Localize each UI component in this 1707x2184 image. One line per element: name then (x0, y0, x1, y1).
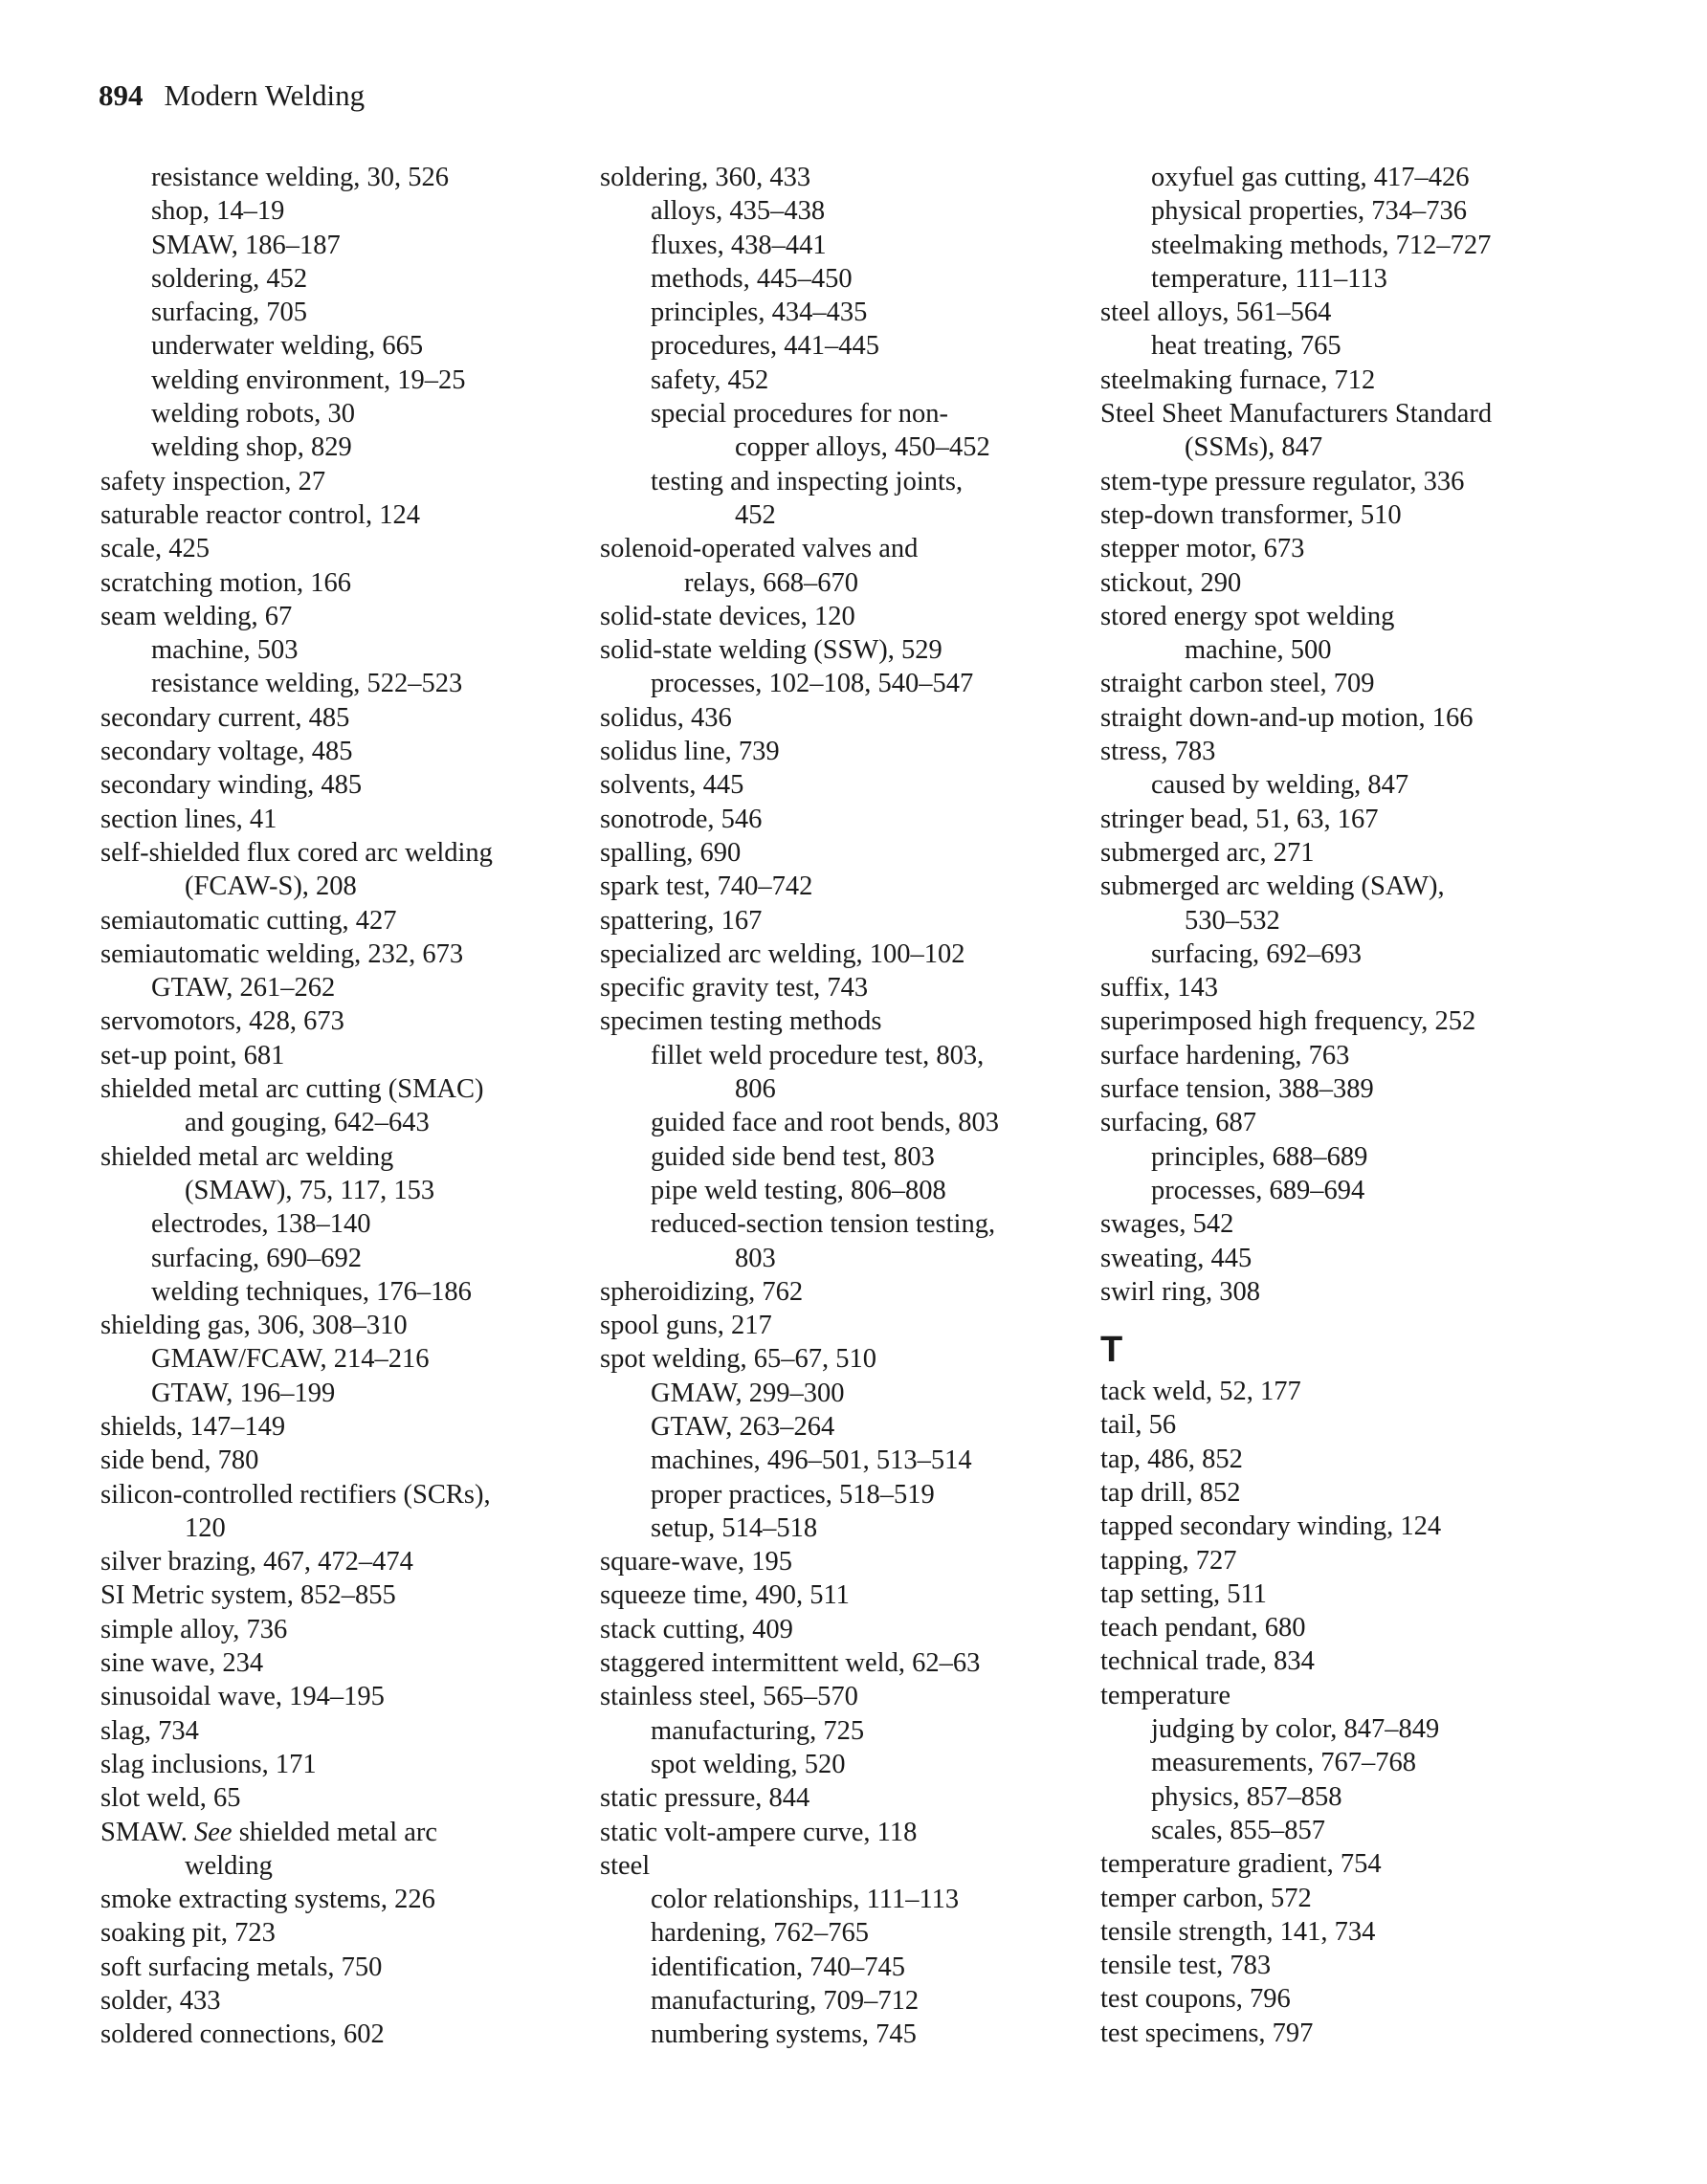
index-entry: soaking pit, 723 (100, 1918, 276, 1949)
index-subentry: pipe weld testing, 806–808 (651, 1175, 946, 1205)
index-entry: side bend, 780 (100, 1445, 259, 1476)
index-subentry: welding shop, 829 (151, 432, 352, 463)
index-entry: solid-state welding (SSW), 529 (600, 635, 942, 666)
index-entry: tensile strength, 141, 734 (1100, 1916, 1376, 1947)
index-entry: shields, 147–149 (100, 1411, 286, 1442)
index-entry: seam welding, 67 (100, 601, 293, 631)
index-subentry: alloys, 435–438 (651, 196, 826, 227)
index-subentry: manufacturing, 725 (651, 1715, 865, 1746)
index-entry: steelmaking furnace, 712 (1100, 364, 1376, 395)
index-entry: spheroidizing, 762 (600, 1276, 804, 1307)
index-entry: swirl ring, 308 (1100, 1276, 1261, 1307)
index-entry: temper carbon, 572 (1100, 1883, 1312, 1913)
index-subentry: caused by welding, 847 (1151, 770, 1409, 801)
index-entry: scale, 425 (100, 534, 210, 564)
index-entry: steel alloys, 561–564 (1100, 298, 1332, 328)
index-entry: superimposed high frequency, 252 (1100, 1006, 1476, 1037)
index-subentry: (SSMs), 847 (1185, 432, 1323, 463)
index-subentry: identification, 740–745 (651, 1952, 905, 1982)
index-subentry: reduced-section tension testing, (651, 1209, 996, 1240)
index-subentry: heat treating, 765 (1151, 331, 1341, 362)
index-entry: sweating, 445 (1100, 1243, 1253, 1273)
index-subentry: resistance welding, 522–523 (151, 669, 463, 699)
index-subentry: GTAW, 261–262 (151, 973, 336, 1004)
index-subentry: special procedures for non- (651, 399, 948, 430)
index-column-2 (600, 161, 1093, 2052)
section-letter: T (1100, 1330, 1123, 1371)
index-entry: surfacing, 687 (1100, 1108, 1257, 1138)
index-subentry: fillet weld procedure test, 803, (651, 1040, 985, 1070)
index-subentry: testing and inspecting joints, (651, 466, 964, 496)
index-entry: shielded metal arc cutting (SMAC) (100, 1074, 484, 1105)
index-entry: sine wave, 234 (100, 1648, 264, 1679)
index-entry: spool guns, 217 (600, 1311, 772, 1341)
index-subentry: (SMAW), 75, 117, 153 (185, 1175, 435, 1205)
index-entry: solvents, 445 (600, 770, 744, 801)
index-subentry: processes, 689–694 (1151, 1175, 1365, 1205)
index-entry: tapped secondary winding, 124 (1100, 1511, 1442, 1542)
index-entry: set-up point, 681 (100, 1040, 285, 1070)
index-entry: slag, 734 (100, 1715, 199, 1746)
index-entry: SI Metric system, 852–855 (100, 1580, 396, 1611)
index-subentry: oxyfuel gas cutting, 417–426 (1151, 163, 1470, 192)
index-subentry: manufacturing, 709–712 (651, 1986, 920, 2017)
index-subentry: physics, 857–858 (1151, 1781, 1342, 1812)
index-entry: temperature gradient, 754 (1100, 1849, 1382, 1880)
index-entry: Steel Sheet Manufacturers Standard (1100, 399, 1493, 430)
see-reference-label: See (194, 1817, 233, 1847)
index-entry: steel (600, 1850, 651, 1881)
index-entry: soft surfacing metals, 750 (100, 1952, 383, 1982)
index-entry: stainless steel, 565–570 (600, 1682, 858, 1712)
index-subentry: welding techniques, 176–186 (151, 1276, 472, 1307)
index-entry: stepper motor, 673 (1100, 534, 1305, 564)
index-entry: spot welding, 65–67, 510 (600, 1344, 876, 1375)
index-entry: servomotors, 428, 673 (100, 1006, 344, 1037)
index-entry: square-wave, 195 (600, 1547, 793, 1577)
index-subentry: resistance welding, 30, 526 (151, 163, 450, 192)
index-entry: secondary winding, 485 (100, 770, 363, 801)
index-entry: silver brazing, 467, 472–474 (100, 1547, 413, 1577)
index-entry: silicon-controlled rectifiers (SCRs), (100, 1479, 491, 1510)
index-entry: solid-state devices, 120 (600, 601, 855, 631)
index-entry: solenoid-operated valves and (600, 534, 919, 564)
index-subentry: surfacing, 705 (151, 298, 308, 328)
index-subentry: GTAW, 196–199 (151, 1378, 336, 1408)
index-entry: slag inclusions, 171 (100, 1749, 317, 1779)
index-subentry: hardening, 762–765 (651, 1918, 869, 1949)
index-entry: shielding gas, 306, 308–310 (100, 1311, 408, 1341)
index-entry: swages, 542 (1100, 1209, 1234, 1240)
index-subentry: guided side bend test, 803 (651, 1141, 935, 1172)
index-entry: surface hardening, 763 (1100, 1040, 1350, 1070)
index-entry: section lines, 41 (100, 804, 277, 834)
index-entry: suffix, 143 (1100, 973, 1218, 1004)
index-entry: teach pendant, 680 (1100, 1613, 1306, 1644)
index-subentry: machine, 500 (1185, 635, 1332, 666)
index-entry: solidus, 436 (600, 702, 732, 733)
index-entry: stem-type pressure regulator, 336 (1100, 466, 1465, 496)
index-entry: tapping, 727 (1100, 1545, 1237, 1576)
index-entry: staggered intermittent weld, 62–63 (600, 1648, 981, 1679)
index-subentry: principles, 688–689 (1151, 1141, 1368, 1172)
index-subentry: soldering, 452 (151, 263, 308, 294)
index-entry: semiautomatic welding, 232, 673 (100, 938, 464, 969)
index-entry: sinusoidal wave, 194–195 (100, 1682, 385, 1712)
index-entry: saturable reactor control, 124 (100, 499, 420, 530)
index-entry: specimen testing methods (600, 1006, 882, 1037)
index-subentry: machine, 503 (151, 635, 299, 666)
index-entry: secondary voltage, 485 (100, 737, 353, 767)
index-entry: submerged arc welding (SAW), (1100, 871, 1445, 902)
index-entry: stored energy spot welding (1100, 601, 1395, 631)
index-subentry: GMAW, 299–300 (651, 1378, 845, 1408)
index-subentry: color relationships, 111–113 (651, 1885, 960, 1915)
index-entry: self-shielded flux cored arc welding (100, 837, 493, 868)
index-subentry: principles, 434–435 (651, 298, 868, 328)
index-entry: tack weld, 52, 177 (1100, 1377, 1301, 1407)
index-entry: simple alloy, 736 (100, 1614, 288, 1644)
index-entry: squeeze time, 490, 511 (600, 1580, 850, 1611)
running-title: Modern Welding (164, 78, 366, 112)
index-subentry: welding robots, 30 (151, 399, 355, 430)
index-subentry: methods, 445–450 (651, 263, 853, 294)
index-subentry: surfacing, 692–693 (1151, 938, 1363, 969)
index-subentry: spot welding, 520 (651, 1749, 846, 1779)
index-entry: soldering, 360, 433 (600, 163, 811, 192)
index-subentry: GMAW/FCAW, 214–216 (151, 1344, 430, 1375)
index-entry: specialized arc welding, 100–102 (600, 938, 965, 969)
index-entry: stress, 783 (1100, 737, 1216, 767)
index-subentry: shop, 14–19 (151, 196, 285, 227)
index-entry: surface tension, 388–389 (1100, 1074, 1374, 1105)
index-entry: shielded metal arc welding (100, 1141, 394, 1172)
index-subentry: procedures, 441–445 (651, 331, 880, 362)
entry-term: SMAW. (100, 1817, 195, 1847)
index-entry: soldered connections, 602 (100, 2019, 385, 2050)
index-subentry: proper practices, 518–519 (651, 1479, 935, 1510)
index-entry: test coupons, 796 (1100, 1984, 1291, 2015)
index-entry: straight down-and-up motion, 166 (1100, 702, 1474, 733)
index-entry: semiautomatic cutting, 427 (100, 905, 397, 936)
index-subentry: machines, 496–501, 513–514 (651, 1445, 972, 1476)
index-subentry: underwater welding, 665 (151, 331, 424, 362)
index-subentry: 452 (735, 499, 776, 530)
index-entry (100, 1816, 593, 1849)
index-subentry: judging by color, 847–849 (1151, 1714, 1440, 1745)
index-column-3 (1100, 161, 1636, 2050)
index-entry: test specimens, 797 (1100, 2018, 1314, 2048)
index-entry: static volt-ampere curve, 118 (600, 1817, 918, 1847)
index-entry: safety inspection, 27 (100, 466, 326, 496)
index-subentry: guided face and root bends, 803 (651, 1108, 1000, 1138)
index-entry: stack cutting, 409 (600, 1614, 793, 1644)
index-entry: stickout, 290 (1100, 567, 1242, 598)
index-subentry: (FCAW-S), 208 (185, 871, 357, 902)
index-entry: static pressure, 844 (600, 1783, 810, 1814)
index-subentry: welding (185, 1850, 273, 1881)
index-entry: tap, 486, 852 (1100, 1444, 1243, 1474)
index-entry: tap drill, 852 (1100, 1477, 1241, 1508)
index-entry: technical trade, 834 (1100, 1646, 1315, 1677)
index-subentry: 120 (185, 1512, 226, 1543)
index-column-1 (100, 161, 593, 2052)
index-entry: secondary current, 485 (100, 702, 350, 733)
index-subentry: surfacing, 690–692 (151, 1243, 363, 1273)
index-entry: slot weld, 65 (100, 1783, 241, 1814)
index-entry: solder, 433 (100, 1986, 221, 2017)
index-entry: temperature (1100, 1680, 1231, 1710)
index-subentry: GTAW, 263–264 (651, 1411, 835, 1442)
index-entry: stringer bead, 51, 63, 167 (1100, 804, 1379, 834)
index-entry: sonotrode, 546 (600, 804, 763, 834)
index-entry: step-down transformer, 510 (1100, 499, 1402, 530)
index-subentry: and gouging, 642–643 (185, 1108, 430, 1138)
page-header (99, 78, 365, 113)
index-entry: tail, 56 (1100, 1410, 1177, 1441)
index-subentry: steelmaking methods, 712–727 (1151, 230, 1492, 260)
index-subentry: safety, 452 (651, 364, 769, 395)
index-subentry: 803 (735, 1243, 776, 1273)
index-subentry: SMAW, 186–187 (151, 230, 341, 260)
index-subentry: welding environment, 19–25 (151, 364, 466, 395)
index-entry: submerged arc, 271 (1100, 837, 1315, 868)
index-subentry: relays, 668–670 (684, 567, 859, 598)
index-subentry: scales, 855–857 (1151, 1815, 1326, 1845)
index-subentry: electrodes, 138–140 (151, 1209, 371, 1240)
section-gap (1100, 1309, 1636, 1329)
index-subentry: setup, 514–518 (651, 1512, 818, 1543)
index-subentry: physical properties, 734–736 (1151, 196, 1468, 227)
index-entry: tensile test, 783 (1100, 1951, 1272, 1981)
index-subentry: numbering systems, 745 (651, 2019, 917, 2050)
index-entry: spark test, 740–742 (600, 871, 813, 902)
index-entry: specific gravity test, 743 (600, 973, 869, 1004)
index-entry: spattering, 167 (600, 905, 763, 936)
index-subentry: measurements, 767–768 (1151, 1748, 1417, 1778)
index-subentry: temperature, 111–113 (1151, 263, 1387, 294)
index-entry: tap setting, 511 (1100, 1578, 1267, 1609)
index-entry: spalling, 690 (600, 837, 742, 868)
page-number: 894 (99, 78, 144, 112)
index-subentry: processes, 102–108, 540–547 (651, 669, 974, 699)
see-reference-target: shielded metal arc (232, 1817, 438, 1847)
index-entry: straight carbon steel, 709 (1100, 669, 1375, 699)
index-entry: solidus line, 739 (600, 737, 780, 767)
index-subentry: 806 (735, 1074, 776, 1105)
index-entry: smoke extracting systems, 226 (100, 1885, 435, 1915)
index-entry: scratching motion, 166 (100, 567, 351, 598)
index-subentry: fluxes, 438–441 (651, 230, 827, 260)
index-subentry: 530–532 (1185, 905, 1280, 936)
index-subentry: copper alloys, 450–452 (735, 432, 990, 463)
